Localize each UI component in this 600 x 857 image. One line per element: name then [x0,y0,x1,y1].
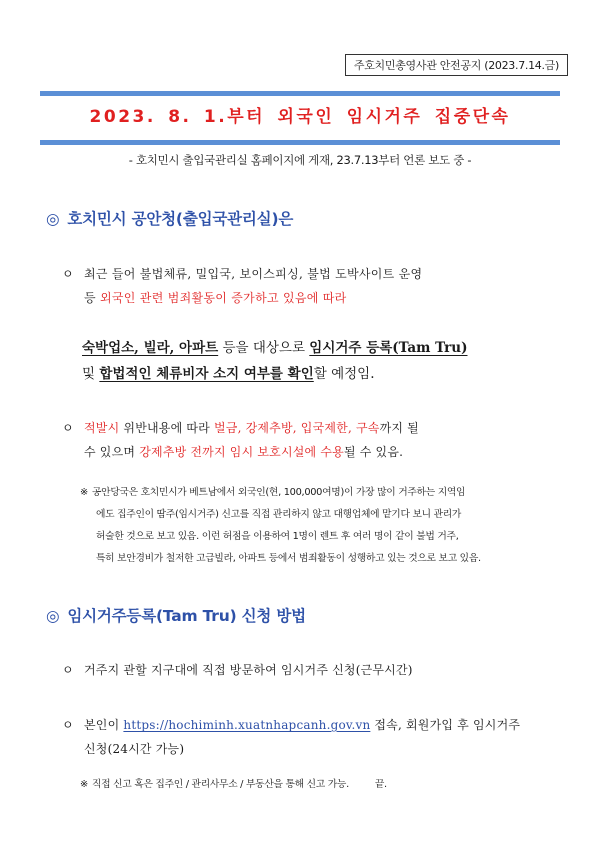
subtitle: - 호치민시 출입국관리실 홈페이지에 게재, 23.7.13부터 언론 보도 중 - [128,153,472,167]
bullet-icon: ㅇ [62,718,74,732]
text-line: 신청(24시간 가능) [84,742,185,756]
highlight-bold-underline: 합법적인 체류비자 소지 여부를 확인 [99,366,314,382]
text-segment: 까지 될 [379,421,419,435]
text-segment: 위반내용에 따라 [119,421,214,435]
text-line: 최근 들어 불법체류, 밀입국, 보이스피싱, 불법 도박사이트 운영 [84,267,423,281]
section-heading-text: 호치민시 공안청(출입국관리실)은 [67,210,294,228]
section-heading-text: 임시거주등록(Tam Tru) 신청 방법 [67,607,306,625]
note-line: 공안당국은 호치민시가 베트남에서 외국인(현, 100,000여명)이 가장 많이 거주하는 지역임 [92,487,466,498]
text-segment: 등을 대상으로 [218,340,310,356]
text-segment: 등 [84,291,101,305]
highlight-red: 적발시 [84,421,120,435]
highlight-red: 벌금, 강제추방, 입국제한, 구속 [213,421,380,435]
highlight-red: 외국인 관련 범죄활동이 증가하고 있음에 따라 [100,291,347,305]
notice-tag: 주호치민총영사관 안전공지 (2023.7.14.금) [345,54,568,76]
note-line: 직접 신고 혹은 집주인 / 관리사무소 / 부동산을 통해 신고 가능. [92,779,349,790]
reference-mark-icon: ※ [80,487,88,498]
text-segment: 할 예정임. [313,366,375,382]
text-segment: 수 있으며 [84,445,140,459]
section-heading-application [46,604,306,626]
reference-mark-icon: ※ [80,779,88,790]
immigration-website-link[interactable]: https://hochiminh.xuatnhapcanh.gov.vn [123,718,371,732]
note-line: 에도 집주인이 땀주(임시거주) 신고를 직접 관리하지 않고 대행업체에 맡기다 보니 관리가 [96,509,462,520]
text-line: 거주지 관할 지구대에 직접 방문하여 임시거주 신청(근무시간) [84,663,413,677]
section-heading-authority [46,207,293,229]
note-background [80,482,560,570]
double-circle-icon: ◎ [46,210,60,228]
page-title: 2023. 8. 1.부터 외국인 임시거주 집중단속 [89,107,511,127]
text-segment: 될 수 있음. [343,445,404,459]
note-reporting [80,774,560,796]
text-segment: 및 [82,366,100,382]
bullet-icon: ㅇ [62,267,74,281]
title-rule-top [40,91,560,96]
highlight-red: 강제추방 전까지 임시 보호시설에 수용 [139,445,344,459]
highlight-bold-underline: 임시거주 등록(Tam Tru) [309,340,468,356]
bullet-icon: ㅇ [62,421,74,435]
note-line: 특히 보안경비가 철저한 고급빌라, 아파트 등에서 범죄활동이 성행하고 있는 것으로 보고 있음. [96,553,481,564]
double-circle-icon: ◎ [46,607,60,625]
end-mark: 끝. [374,779,387,790]
title-rule-bottom [40,140,560,145]
bullet-icon: ㅇ [62,663,74,677]
text-segment: 본인이 [84,718,124,732]
note-line: 허술한 것으로 보고 있음. 이런 허점을 이용하여 1명이 렌트 후 여러 명이 같이 불법 거주, [96,531,459,542]
text-segment: 접속, 회원가입 후 임시거주 [370,718,521,732]
highlight-bold-underline: 숙박업소, 빌라, 아파트 [82,340,219,356]
